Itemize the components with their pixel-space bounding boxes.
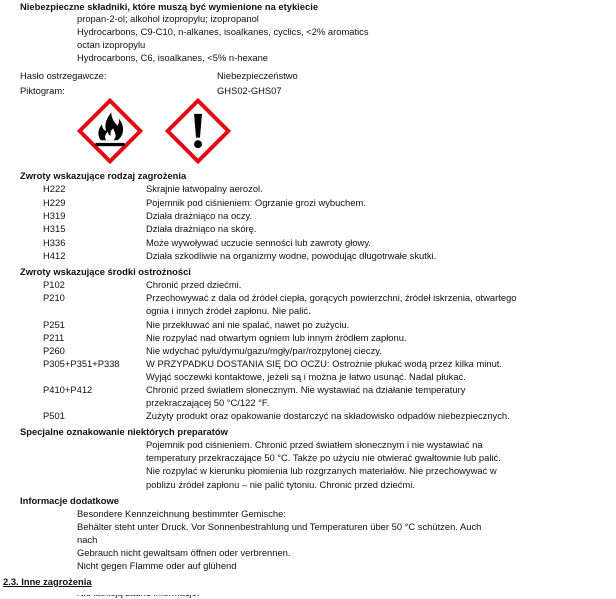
hazard-statements-heading: Zwroty wskazujące rodzaj zagrożenia	[20, 170, 187, 181]
flame-icon	[77, 98, 143, 164]
precaution-text: Przechowywać z dala od źródeł ciepła, gorących powierzchni, źródeł iskrzenia, otwartego	[146, 292, 517, 303]
hazard-code: H336	[43, 237, 66, 248]
hazard-code: H319	[43, 210, 66, 221]
section-heading: 2.3. Inne zagrożenia	[3, 576, 92, 587]
hazard-code: H229	[43, 197, 66, 208]
signal-word-value: Niebezpieczeństwo	[217, 70, 298, 81]
precaution-text: Chronić przed światłem słonecznym. Nie wystawiać na działanie temperatury	[146, 384, 466, 395]
pictogram-value: GHS02-GHS07	[217, 85, 282, 96]
precaution-text: Zużyty produkt oraz opakowanie dostarczyć na składowisko odpadów niebezpiecznych.	[146, 410, 510, 421]
special-labelling-line: pobliżu źródeł zapłonu – nie palić tytoniu. Chronić przed dziećmi.	[146, 479, 415, 490]
precaution-code: P210	[43, 292, 65, 303]
precaution-text: przekraczającej 50 °C/122 °F.	[146, 397, 270, 408]
special-labelling-line: temperatury przekraczające 50 °C. Także po użyciu nie otwierać gwałtownie lub palić.	[146, 452, 501, 463]
precaution-text: ognia i innych źródeł zapłonu. Nie palić.	[146, 305, 311, 316]
additional-info-line: Behälter steht unter Druck. Vor Sonnenbestrahlung und Temperaturen über 50 °C schützen. Auch	[77, 521, 482, 532]
precaution-code: P211	[43, 332, 65, 343]
hazard-text: Działa drażniąco na skórę.	[146, 223, 257, 234]
hazard-text: Może wywoływać uczucie senności lub zawroty głowy.	[146, 237, 371, 248]
precaution-code: P102	[43, 279, 65, 290]
page-bottom-edge	[0, 589, 616, 595]
ingredient-line: Hydrocarbons, C9-C10, n-alkanes, isoalkanes, cyclics, <2% aromatics	[77, 26, 369, 37]
additional-info-line: Nicht gegen Flamme oder auf glühend	[77, 560, 237, 571]
additional-info-line: Besondere Kennzeichnung bestimmter Gemische:	[77, 508, 286, 519]
precaution-code: P410+P412	[43, 384, 93, 395]
hazard-code: H315	[43, 223, 66, 234]
hazard-text: Pojemnik pod ciśnieniem: Ogrzanie grozi wybuchem.	[146, 197, 366, 208]
precaution-text: Nie wdychać pyłu/dymu/gazu/mgły/par/rozpylonej cieczy.	[146, 345, 382, 356]
precaution-code: P305+P351+P338	[43, 358, 120, 369]
precaution-text: Wyjąć soczewki kontaktowe, jeżeli są i można je łatwo usunąć. Nadal płukać.	[146, 371, 466, 382]
special-labelling-line: Pojemnik pod ciśnieniem. Chronić przed światłem słonecznym i nie wystawiać na	[146, 439, 483, 450]
ingredient-line: Hydrocarbons, C6, isoalkanes, <5% n-hexane	[77, 52, 268, 63]
exclamation-mark-icon	[165, 98, 231, 164]
hazard-code: H412	[43, 250, 66, 261]
hazard-text: Działa szkodliwie na organizmy wodne, powodując długotrwałe skutki.	[146, 250, 437, 261]
additional-info-heading: Informacje dodatkowe	[20, 495, 119, 506]
precaution-code: P501	[43, 410, 65, 421]
precautionary-statements-heading: Zwroty wskazujące środki ostrożności	[20, 266, 191, 277]
hazard-code: H222	[43, 183, 66, 194]
ingredients-heading: Niebezpieczne składniki, które muszą być wymienione na etykiecie	[20, 1, 319, 12]
signal-word-label: Hasło ostrzegawcze:	[20, 70, 107, 81]
precaution-code: P251	[43, 319, 65, 330]
pictogram-label: Piktogram:	[20, 85, 65, 96]
additional-info-line: Gebrauch nicht gewaltsam öffnen oder verbrennen.	[77, 547, 291, 558]
special-labelling-line: Nie rozpylać w kierunku płomienia lub rozgrzanych materiałów. Nie przechowywać w	[146, 465, 497, 476]
ingredient-line: octan izopropylu	[77, 39, 146, 50]
precaution-code: P260	[43, 345, 65, 356]
special-labelling-heading: Specjalne oznakowanie niektórych preparatów	[20, 426, 228, 437]
additional-info-line: nach	[77, 534, 98, 545]
precaution-text: Nie przekłuwać ani nie spalać, nawet po zużyciu.	[146, 319, 350, 330]
hazard-text: Działa drażniąco na oczy.	[146, 210, 253, 221]
hazard-text: Skrajnie łatwopalny aerozol.	[146, 183, 263, 194]
ingredient-line: propan-2-ol; alkohol izopropylu; izopropanol	[77, 13, 259, 24]
precaution-text: W PRZYPADKU DOSTANIA SIĘ DO OCZU: Ostrożnie płukać wodą przez kilka minut.	[146, 358, 502, 369]
precaution-text: Nie rozpylać nad otwartym ogniem lub innym źródłem zapłonu.	[146, 332, 407, 343]
precaution-text: Chronić przed dziećmi.	[146, 279, 242, 290]
